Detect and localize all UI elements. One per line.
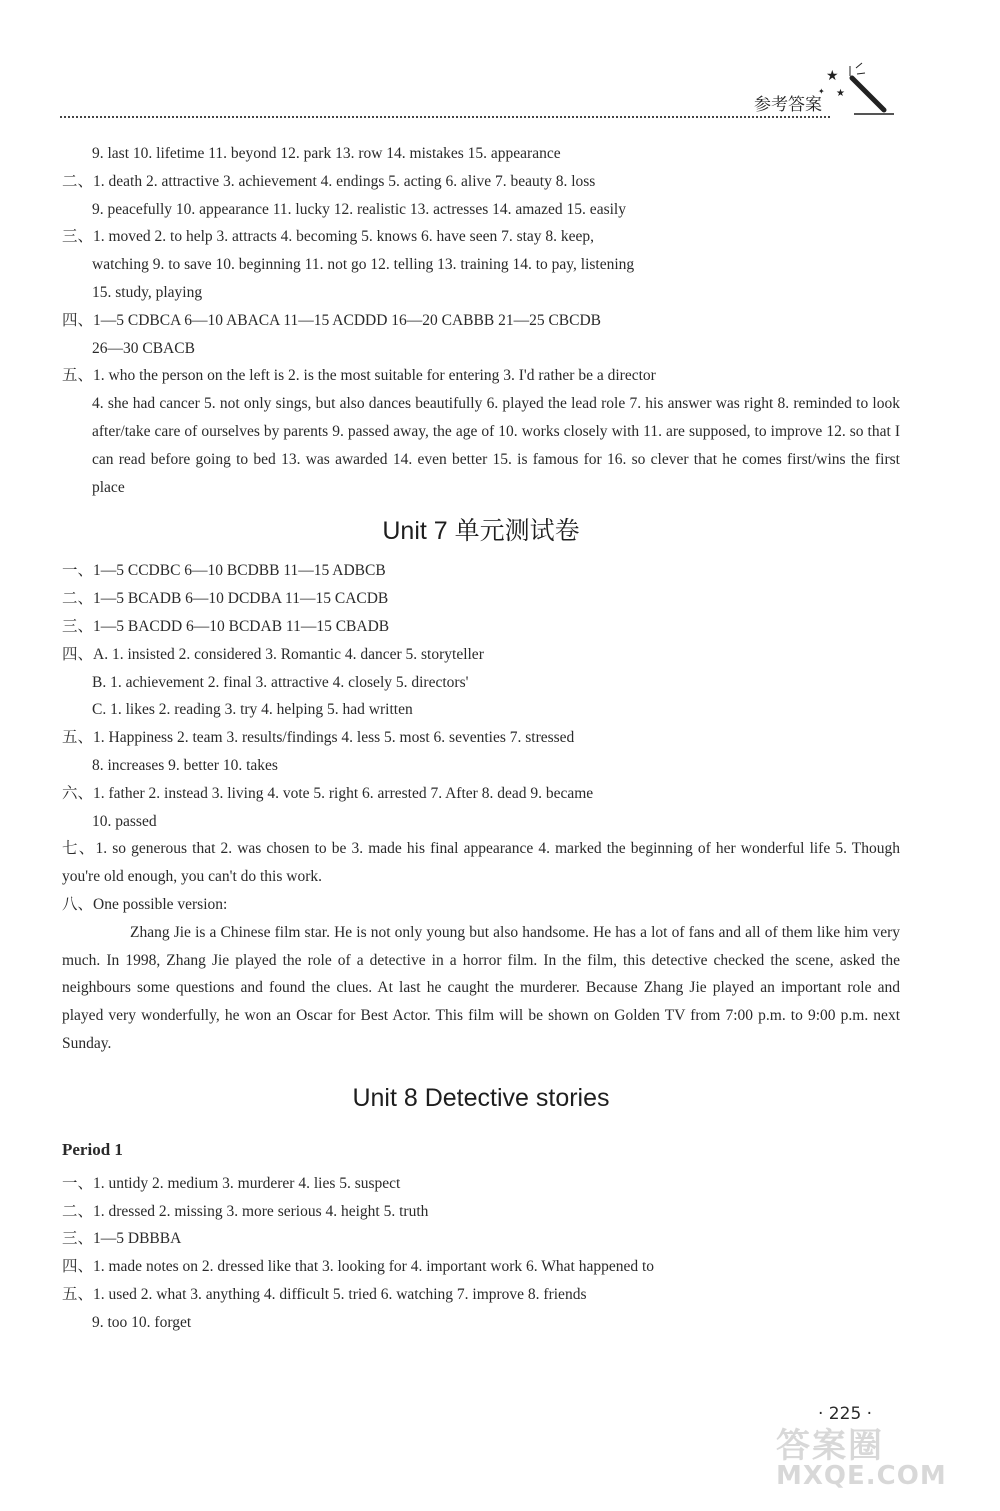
answer-line: 15. study, playing <box>92 283 203 301</box>
answer-line: 五、1. used 2. what 3. anything 4. difficult 5. tried 6. watching 7. improve 8. friends <box>62 1285 587 1303</box>
header-rule <box>60 116 830 118</box>
answer-line: 三、1—5 DBBBA <box>62 1230 182 1248</box>
page-header <box>60 60 900 120</box>
svg-text:✦: ✦ <box>818 87 825 96</box>
answer-line: 四、1. made notes on 2. dressed like that 3. looking for 4. important work 6. What happened to <box>62 1258 655 1276</box>
unit8-title: Unit 8 Detective stories <box>352 1083 610 1112</box>
answer-line: 10. passed <box>92 812 157 830</box>
answer-line: 一、1. untidy 2. medium 3. murderer 4. lies 5. suspect <box>62 1174 401 1192</box>
page-number: · 225 · <box>818 1404 873 1424</box>
answer-content <box>62 140 900 1336</box>
essay-paragraph: Zhang Jie is a Chinese film star. He is not only young but also handsome. He has a lot of fans and all of them like him very much. In 1998, Zhang Jie played the role of a detective in a horror film. In the film, this detective checked the scene, asked the neighbours some questions and found the clues. At last he caught the murderer. Because Zhang Jie played an important role and played very wonderfully, he won an Oscar for Best Actor. This film will be shown on Golden TV from 7:00 p.m. to 9:00 p.m. next Sunday. <box>62 923 900 1052</box>
answer-line: watching 9. to save 10. beginning 11. not go 12. telling 13. training 14. to pay, listening <box>92 256 635 274</box>
header-title: 参考答案 <box>754 95 822 115</box>
answer-line: 9. last 10. lifetime 11. beyond 12. park 13. row 14. mistakes 15. appearance <box>92 145 561 162</box>
answer-line: 五、1. who the person on the left is 2. is the most suitable for entering 3. I'd rather be a director <box>62 367 656 385</box>
answer-paragraph: 七、1. so generous that 2. was chosen to be 3. made his final appearance 4. marked the beginning of her wonderful life 5. Though you're old enough, you can't do this work. <box>62 840 900 886</box>
answer-line: 五、1. Happiness 2. team 3. results/findings 4. less 5. most 6. seventies 7. stressed <box>62 729 575 747</box>
answer-line: 9. too 10. forget <box>92 1313 192 1331</box>
svg-text:★: ★ <box>836 88 845 99</box>
answer-line: 一、1—5 CCDBC 6—10 BCDBB 11—15 ADBCB <box>62 562 386 580</box>
watermark-logo <box>776 1418 976 1498</box>
answer-paragraph: 4. she had cancer 5. not only sings, but also dances beautifully 6. played the lead role 7. his answer was right 8. reminded to look after/take care of ourselves by parents 9. passed away, the age of 10. works closely with 11. are supposed, to improve 12. so that I can read before going to bed 13. was awarded 14. even better 15. is famous for 16. so clever that he comes first/wins the first place <box>92 395 900 496</box>
watermark-top: 答案圈 <box>776 1426 884 1466</box>
magic-wand-icon <box>810 60 900 120</box>
answer-line: 四、1—5 CDBCA 6—10 ABACA 11—15 ACDDD 16—20 CABBB 21—25 CBCDB <box>62 311 601 329</box>
answer-line: 三、1. moved 2. to help 3. attracts 4. becoming 5. knows 6. have seen 7. stay 8. keep, <box>62 228 595 246</box>
answer-line: 二、1—5 BCADB 6—10 DCDBA 11—15 CACDB <box>62 590 389 608</box>
period-heading: Period 1 <box>62 1139 123 1159</box>
answer-line: 9. peacefully 10. appearance 11. lucky 12. realistic 13. actresses 14. amazed 15. easily <box>92 200 626 218</box>
answer-line: 26—30 CBACB <box>92 339 195 357</box>
watermark-bottom: MXQE.COM <box>776 1461 947 1491</box>
unit7-title: Unit 7 单元测试卷 <box>382 517 580 546</box>
answer-line: 8. increases 9. better 10. takes <box>92 756 278 774</box>
answer-line: 四、A. 1. insisted 2. considered 3. Romantic 4. dancer 5. storyteller <box>62 645 484 663</box>
svg-text:★: ★ <box>826 69 839 84</box>
answer-line: 二、1. death 2. attractive 3. achievement 4. endings 5. acting 6. alive 7. beauty 8. loss <box>62 172 596 190</box>
answer-line: 二、1. dressed 2. missing 3. more serious 4. height 5. truth <box>62 1202 429 1220</box>
answer-line: C. 1. likes 2. reading 3. try 4. helping 5. had written <box>92 701 413 719</box>
answer-line: 三、1—5 BACDD 6—10 BCDAB 11—15 CBADB <box>62 617 390 635</box>
answer-line: B. 1. achievement 2. final 3. attractive 4. closely 5. directors' <box>92 673 469 691</box>
answer-line: 八、One possible version: <box>62 895 228 913</box>
answer-line: 六、1. father 2. instead 3. living 4. vote 5. right 6. arrested 7. After 8. dead 9. became <box>62 784 594 802</box>
